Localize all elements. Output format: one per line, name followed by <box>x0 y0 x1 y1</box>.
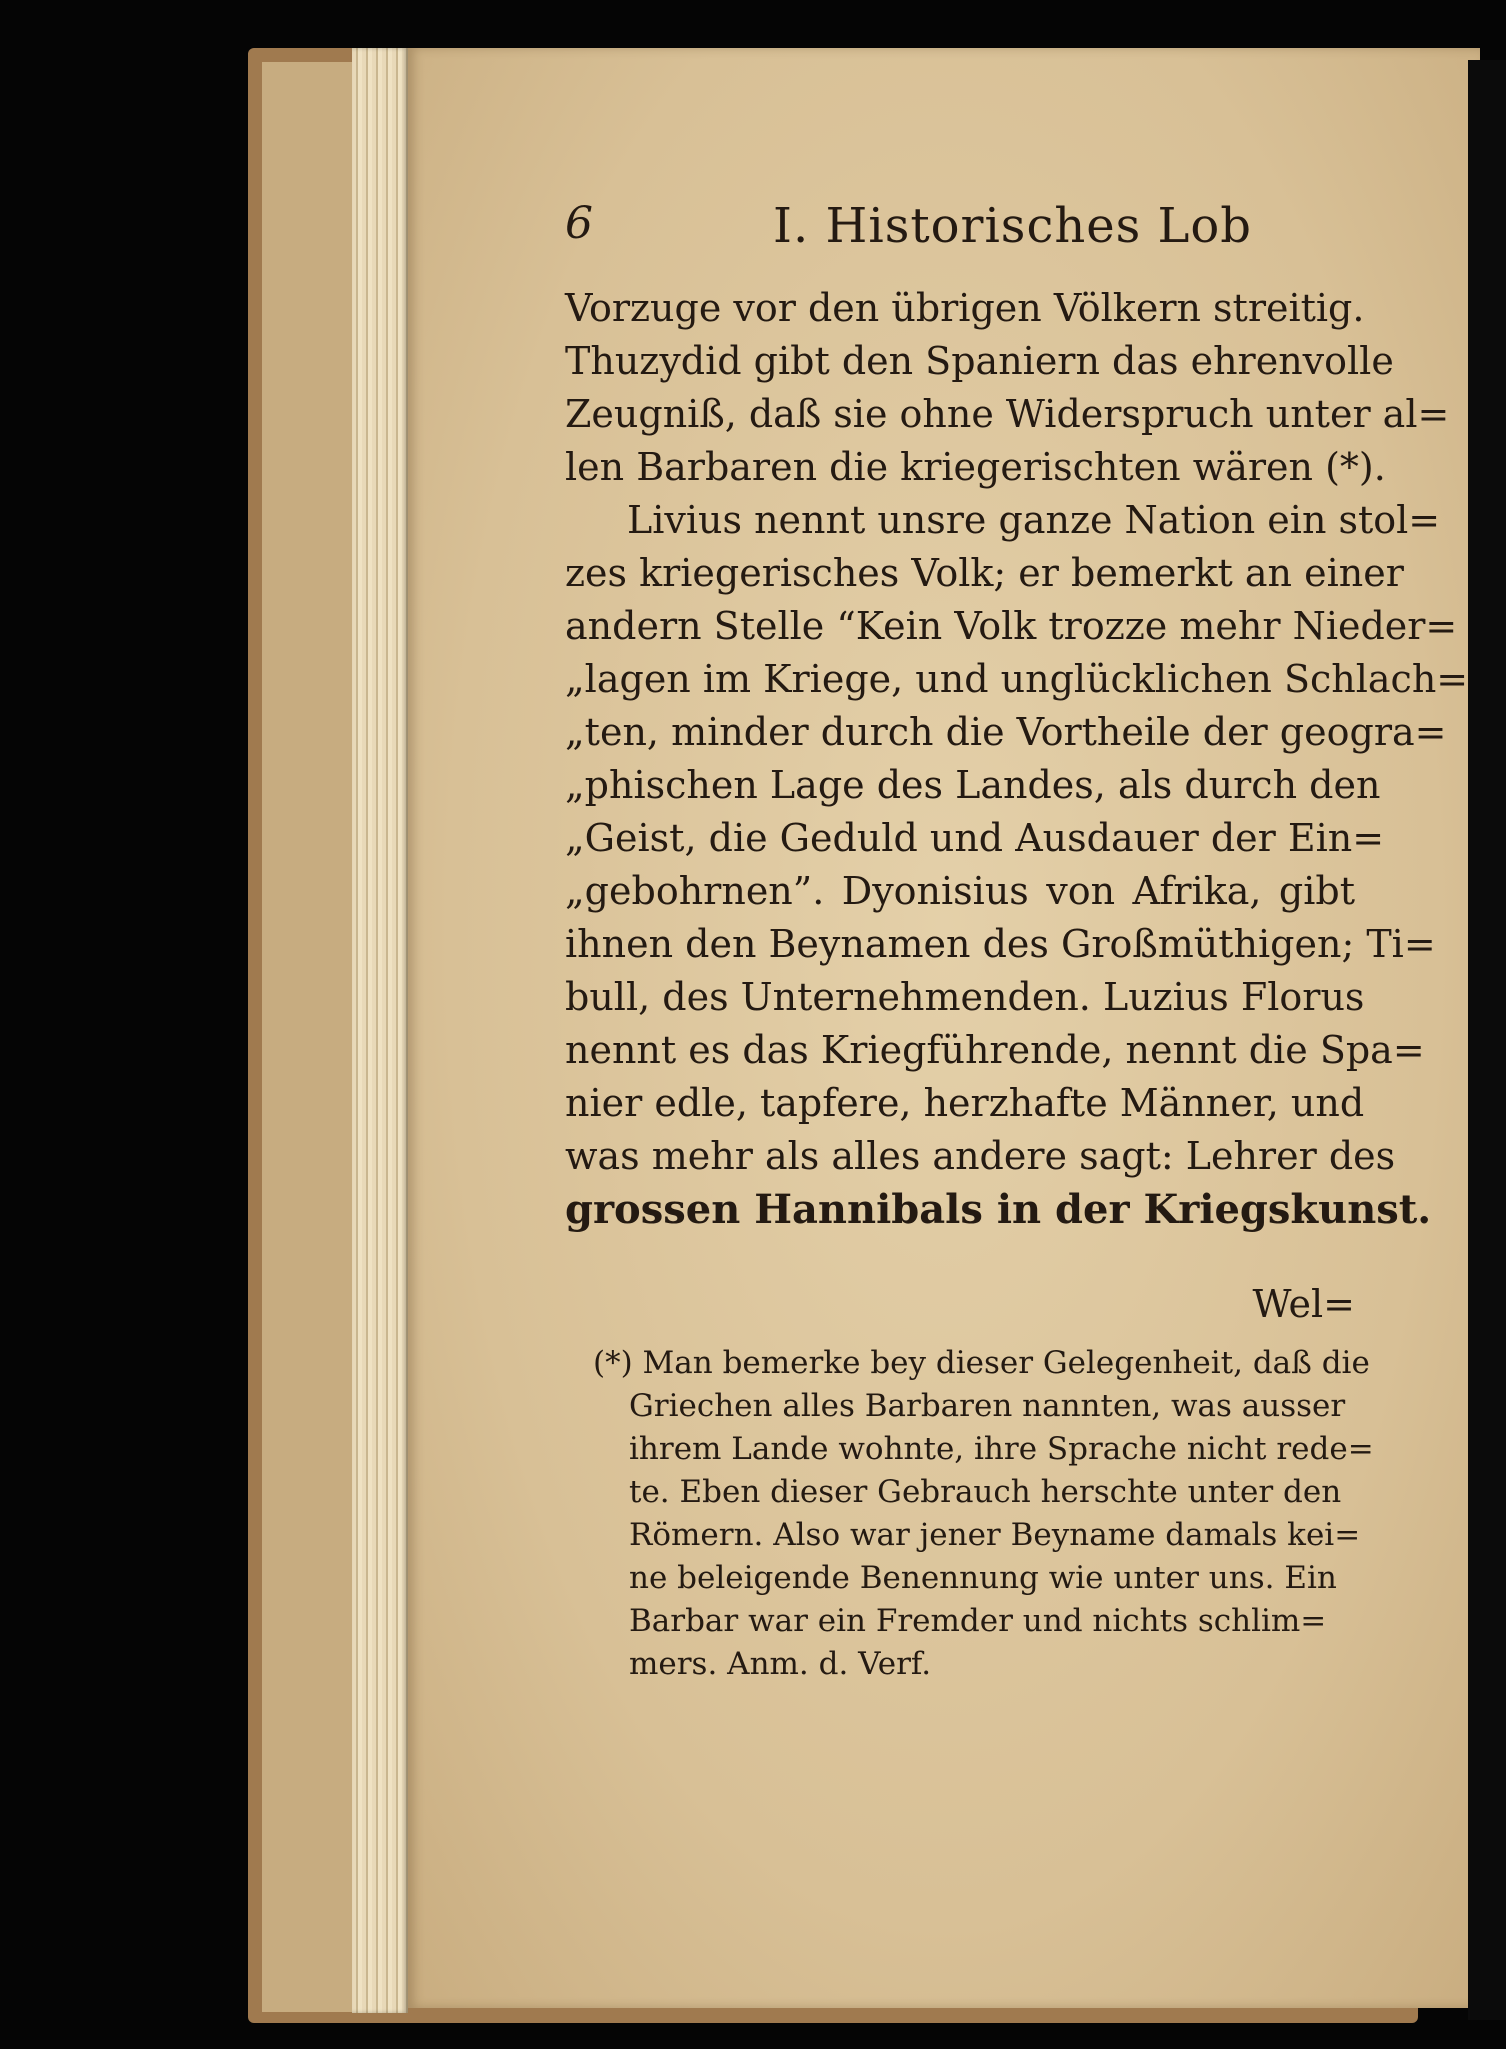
text-line: Zeugniß, daß sie ohne Widerspruch unter al= <box>565 392 1450 436</box>
facing-page-gap <box>1468 60 1506 2020</box>
page-number: 6 <box>565 198 593 249</box>
text-line: „Geist, die Geduld und Ausdauer der Ein= <box>565 816 1385 860</box>
footnote-line: ne beleigende Benennung wie unter uns. Ein <box>629 1560 1337 1596</box>
main-text-block <box>565 282 1469 1236</box>
text-line: „phischen Lage des Landes, als durch den <box>565 763 1381 807</box>
footnote-line: Griechen alles Barbaren nannten, was ausser <box>629 1388 1346 1424</box>
footnote-line: ihrem Lande wohnte, ihre Sprache nicht rede= <box>629 1431 1374 1467</box>
page-header <box>565 198 1425 258</box>
text-line: len Barbaren die kriegerischten wären (*). <box>565 445 1386 489</box>
text-line: was mehr als alles andere sagt: Lehrer des <box>565 1134 1396 1178</box>
footnote-block <box>593 1342 1374 1686</box>
page-stack-edges <box>352 48 408 2013</box>
text-line: nier edle, tapfere, herzhafte Männer, und <box>565 1081 1365 1125</box>
footnote-line: te. Eben dieser Gebrauch herschte unter den <box>629 1474 1342 1510</box>
running-head: I. Historisches Lob <box>773 198 1253 254</box>
text-line: „gebohrnen”. Dyonisius von Afrika, gibt <box>565 869 1355 913</box>
text-line: ihnen den Beynamen des Großmüthigen; Ti= <box>565 922 1436 966</box>
footnote-line: (*) Man bemerke bey dieser Gelegenheit, daß die <box>593 1345 1370 1381</box>
text-line: Vorzuge vor den übrigen Völkern streitig. <box>565 286 1365 330</box>
text-line: zes kriegerisches Volk; er bemerkt an einer <box>565 551 1404 595</box>
text-line: bull, des Unternehmenden. Luzius Florus <box>565 975 1365 1019</box>
catchword: Wel= <box>1252 1282 1355 1326</box>
text-line: andern Stelle “Kein Volk trozze mehr Nieder= <box>565 604 1458 648</box>
text-line: „ten, minder durch die Vortheile der geogra= <box>565 710 1447 754</box>
footnote-line: Barbar war ein Fremder und nichts schlim= <box>629 1603 1327 1639</box>
footnote-line: mers. Anm. d. Verf. <box>629 1646 932 1682</box>
text-line: Livius nennt unsre ganze Nation ein stol= <box>627 498 1441 542</box>
text-line: „lagen im Kriege, und unglücklichen Schlach= <box>565 657 1469 701</box>
footnote-line: Römern. Also war jener Beyname damals kei= <box>629 1517 1361 1553</box>
text-line: Thuzydid gibt den Spaniern das ehrenvolle <box>565 339 1394 383</box>
text-line-emphasis: grossen Hannibals in der Kriegskunst. <box>565 1186 1432 1233</box>
text-line: nennt es das Kriegführende, nennt die Spa= <box>565 1028 1425 1072</box>
